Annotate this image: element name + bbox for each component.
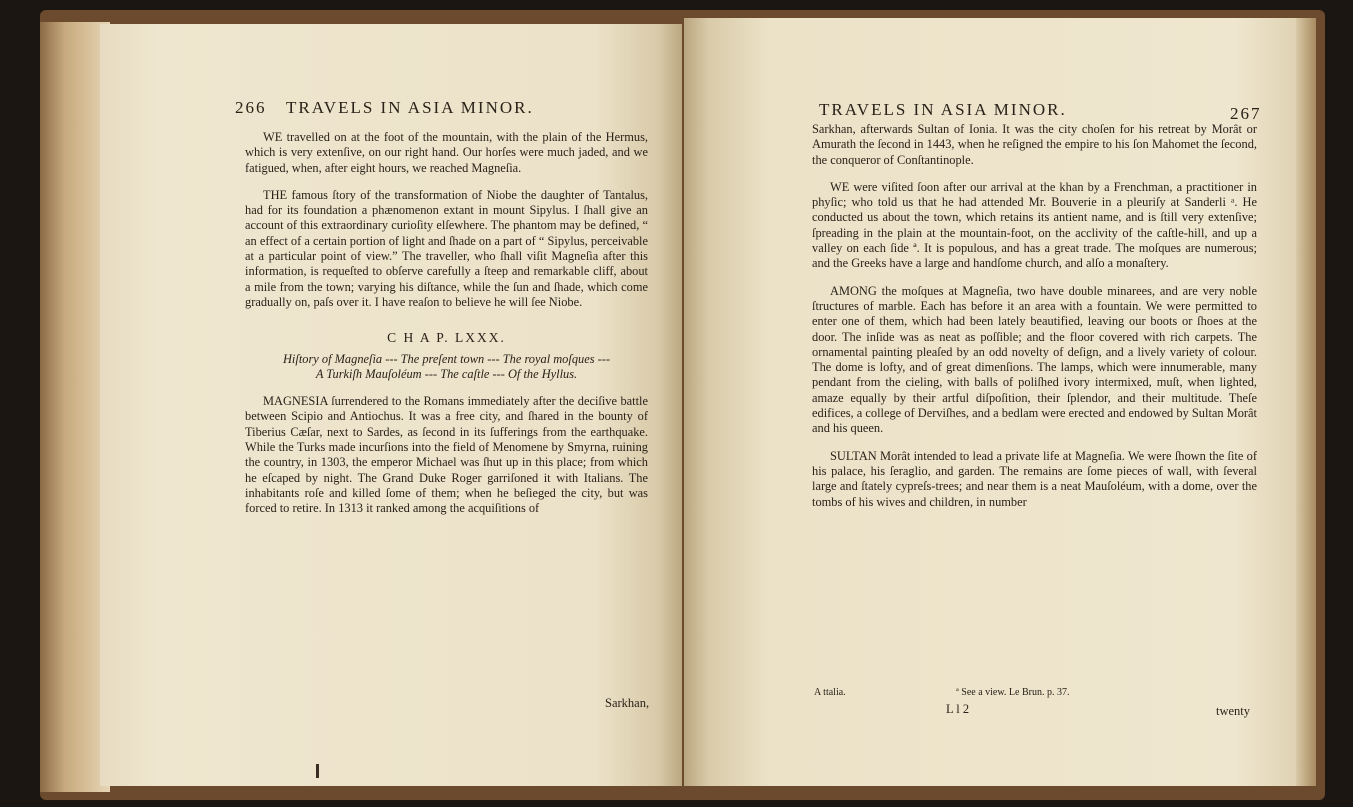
- right-paragraph-4: SULTAN Morât intended to lead a private life at Magneſia. We were ſhown the ſite of his palace, his ſeraglio, and garden. The remains are ſome pieces of wall, with ſeveral large and ſtately cypreſs-trees; and near them is a neat Mauſoléum, with a dome, over the tombs of his wives and children, in number: [812, 448, 1257, 509]
- left-page: [100, 24, 682, 786]
- right-paragraph-3: AMONG the moſques at Magneſia, two have double minarees, and are very noble ſtructures of marble. Each has before it an area with a fountain. We were permitted to enter one of them, which had been lately beautified, leaving our boots or ſhoes at the door. The inſide was as neat as poſſible; and the floor covered with rich carpets. The ornamental painting pleaſed by an odd novelty of deſign, and a lively variety of colour. The dome is lofty, and of great dimenſions. The lamps, which were innumerable, many pendant from the cieling, with balls of poliſhed ivory intermixed, muſt, when lighted, amaze equally by their artful diſpoſition, their ſplendor, and their multitude. Theſe edifices, a college of Derviſhes, and a bedlam were erected and endowed by Sultan Morât and his queen.: [812, 283, 1257, 436]
- left-page-body: [245, 130, 648, 517]
- right-page: [684, 18, 1296, 786]
- left-paragraph-2: THE famous ſtory of the transformation of Niobe the daughter of Tantalus, had for its foundation a phænomenon extant in mount Sipylus. I ſhall give an account of this extraordinary curioſity elſewhere. The phantom may be defined, “ an effect of a certain portion of light and ſhade on a part of “ Sipylus, perceivable at a particular point of view.” The traveller, who ſhall viſit Magneſia after this information, is requeſted to obſerve carefully a ſteep and remarkable cliff, about a mile from the town; varying his diſtance, while the ſun and ſhade, which come gradually on, paſs over it. I have reaſon to believe he will ſee Niobe.: [245, 187, 648, 309]
- left-running-head: TRAVELS IN ASIA MINOR.: [286, 98, 534, 117]
- chapter-heading: C H A P. LXXX.: [387, 330, 506, 346]
- binding-mark: [316, 764, 319, 778]
- right-running-head: TRAVELS IN ASIA MINOR.: [819, 100, 1067, 119]
- page-edges-right: [1296, 18, 1316, 786]
- footnote-right: ª See a view. Le Brun. p. 37.: [956, 687, 1070, 698]
- chapter-paragraph: MAGNESIA ſurrendered to the Romans immediately after the deciſive battle between Scipio and Antiochus. It was a free city, and ſhared in the bounty of Tiberius Cæſar, next to Sardes, as ſecond in its ſufferings from the earthquake. While the Turks made incurſions into the field of Menomene by Smyrna, ruining the country, in 1303, the emperor Michael was ſhut up in this place; from which he eſcaped by night. The Grand Duke Roger garriſoned it with Italians. The inhabitants roſe and killed ſome of them; when he beſieged the city, but was forced to retire. In 1313 it ranked among the acquiſitions of: [245, 394, 648, 516]
- footnote-left: A ttalia.: [814, 687, 846, 698]
- chapter-summary-line-2: A Turkiſh Mauſoléum --- The caſtle --- Of the Hyllus.: [315, 366, 578, 381]
- left-page-number: 266: [235, 98, 267, 117]
- right-paragraph-2: WE were viſited ſoon after our arrival at the khan by a Frenchman, a practitioner in phyſic; who told us that he had attended Mr. Bouverie in a pleuriſy at Sanderli ᵃ. He conducted us about the town, which retains its antient name, and is ſtill very extenſive; ſpreading in the plain at the mountain-foot, on the acclivity of the caſtle-hill, and up a valley on each ſide ª. It is populous, and has a great trade. The moſques are numerous; and the Greeks have a large and handſome church, and alſo a monaſtery.: [812, 179, 1257, 271]
- left-paragraph-1: WE travelled on at the foot of the mountain, with the plain of the Hermus, which is very extenſive, on our right hand. Our horſes were much jaded, and we fatigued, when, after eight hours, we reached Magneſia.: [245, 130, 648, 175]
- signature-mark: L l 2: [946, 702, 970, 716]
- left-catchword: Sarkhan,: [605, 696, 650, 710]
- right-paragraph-1: Sarkhan, afterwards Sultan of Ionia. It was the city choſen for his retreat by Morât or Amurath the ſecond in 1443, when he reſigned the empire to his ſon Mahomet the ſecond, the conqueror of Conſtantinople.: [812, 122, 1257, 167]
- right-page-body: [812, 122, 1257, 510]
- chapter-summary-line-1: Hiſtory of Magneſia --- The preſent town --- The royal moſques ---: [282, 351, 611, 366]
- right-page-number: 267: [1230, 104, 1262, 123]
- right-catchword: twenty: [1216, 704, 1251, 718]
